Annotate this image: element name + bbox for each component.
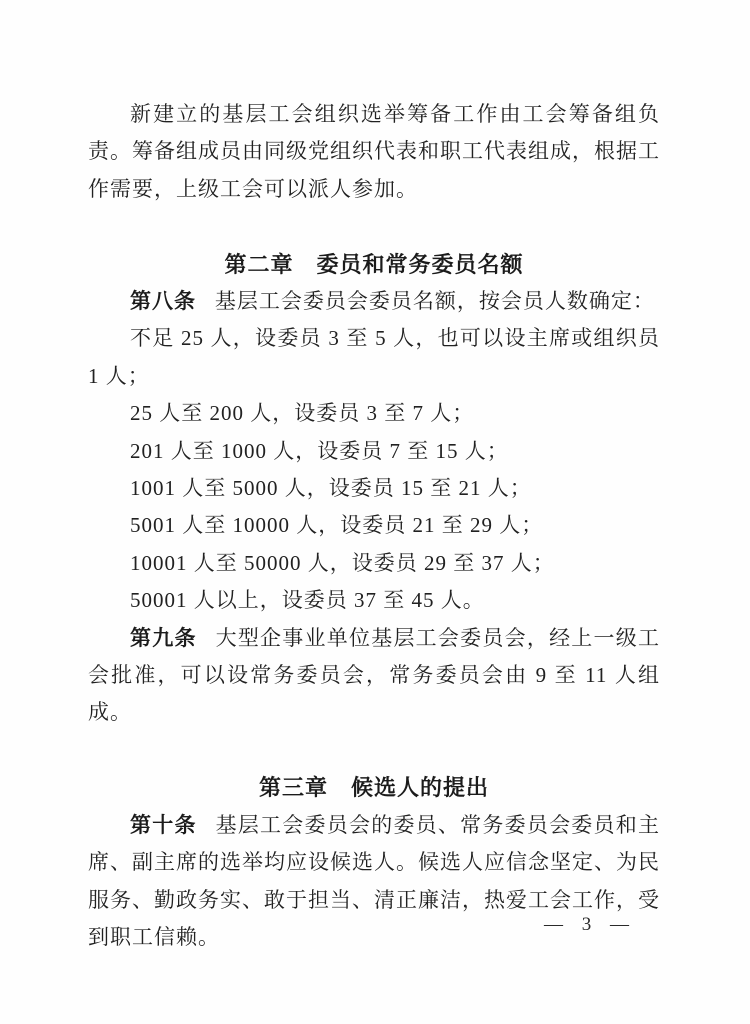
quota-item-201-1000: 201 人至 1000 人，设委员 7 至 15 人；: [130, 438, 509, 463]
chapter-2-heading: 第二章 委员和常务委员名额: [224, 251, 524, 277]
page-number: — 3 —: [544, 914, 632, 935]
quota-item-5001-10000: 5001 人至 10000 人，设委员 21 至 29 人；: [130, 513, 544, 538]
quota-item-over-50001: 50001 人以上，设委员 37 至 45 人。: [130, 588, 485, 613]
article-10-label: 第十条: [130, 813, 197, 837]
article-9-label: 第九条: [130, 626, 197, 650]
article-8-text: 基层工会委员会委员名额，按会员人数确定：: [214, 289, 655, 314]
quota-item-under-25: 不足 25 人，设委员 3 至 5 人，也可以设主席或组织员 1 人；: [88, 326, 660, 388]
article-8-label: 第八条: [130, 290, 196, 314]
article-9-paragraph: [88, 620, 660, 732]
intro-paragraph: 新建立的基层工会组织选举筹备工作由工会筹备组负责。筹备组成员由同级党组织代表和职工代表组成，根据工作需要，上级工会可以派人参加。: [88, 102, 660, 201]
article-8-paragraph: [88, 283, 660, 320]
quota-item-25-200: 25 人至 200 人，设委员 3 至 7 人；: [130, 401, 475, 426]
article-9-text: 大型企事业单位基层工会委员会，经上一级工会批准，可以设常务委员会，常务委员会由 9 至 11 人组成。: [88, 625, 661, 725]
quota-item-1001-5000: 1001 人至 5000 人，设委员 15 至 21 人；: [130, 476, 532, 501]
chapter-3-heading: 第三章 候选人的提出: [258, 775, 489, 801]
quota-item-10001-50000: 10001 人至 50000 人，设委员 29 至 37 人；: [130, 550, 555, 575]
article-10-text: 基层工会委员会的委员、常务委员会委员和主席、副主席的选举均应设候选人。候选人应信念坚定、为民服务、勤政务实、敢于担当、清正廉洁，热爱工会工作，受到职工信赖。: [88, 812, 661, 949]
